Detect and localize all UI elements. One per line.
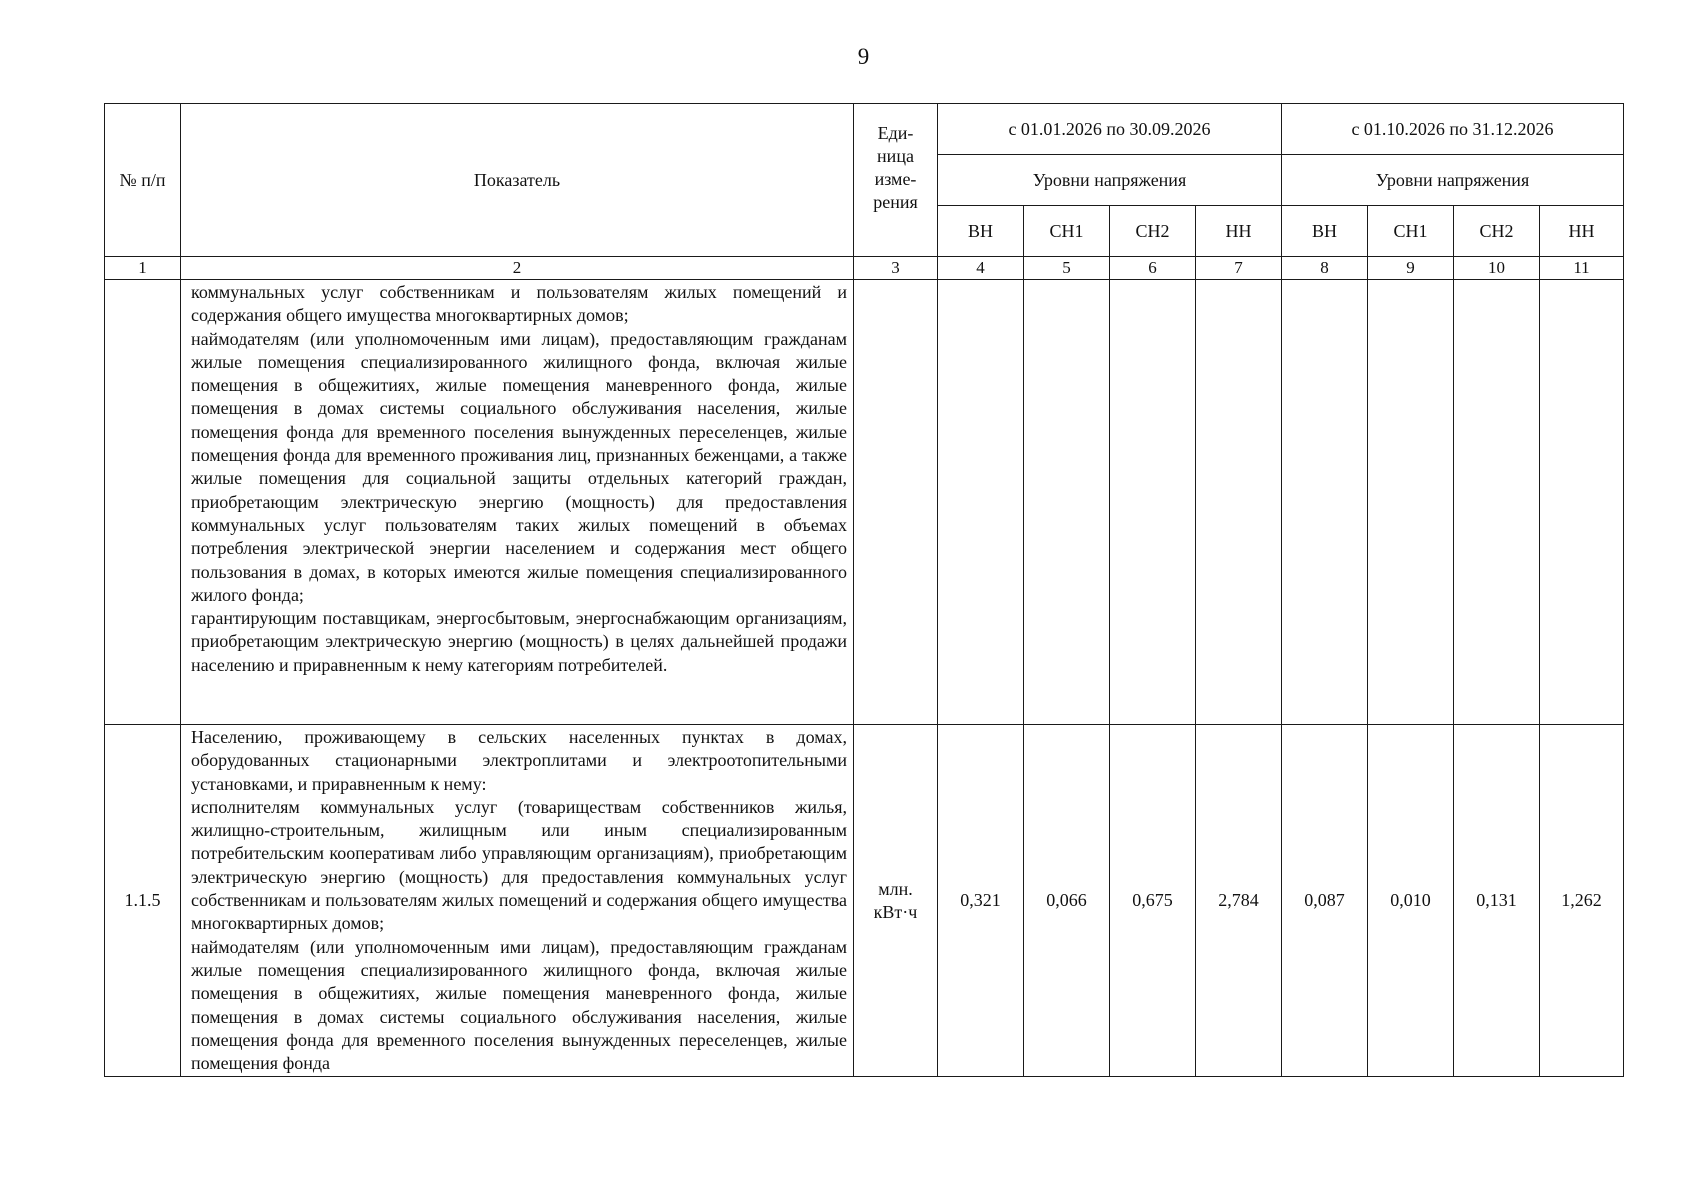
column-number: 3: [854, 257, 938, 280]
value-cell: 0,675: [1110, 725, 1196, 1077]
header-level-sn1: СН1: [1024, 206, 1110, 257]
header-unit-line: рения: [873, 192, 918, 212]
tariff-table: [104, 103, 1624, 1077]
column-number: 10: [1454, 257, 1540, 280]
value-cell: [1454, 280, 1540, 725]
row-unit: [854, 280, 938, 725]
column-number: 5: [1024, 257, 1110, 280]
value-cell: 0,131: [1454, 725, 1540, 1077]
column-number: 11: [1540, 257, 1624, 280]
header-period-2: с 01.10.2026 по 31.12.2026: [1282, 104, 1624, 155]
column-number: 8: [1282, 257, 1368, 280]
value-cell: [1540, 280, 1624, 725]
value-cell: [1196, 280, 1282, 725]
header-level-sn2: СН2: [1454, 206, 1540, 257]
value-cell: [1368, 280, 1454, 725]
column-number: 1: [105, 257, 181, 280]
header-unit-line: Еди-: [877, 123, 914, 143]
indicator-paragraph: гарантирующим поставщикам, энергосбытовым, энергоснабжающим организациям, приобретающим электрическую энергию (мощность) в целях дальнейшей продажи населению и приравненным к нему категориям потребителей.: [191, 608, 847, 675]
row-indicator-text: [181, 280, 854, 725]
header-voltage-levels-2: Уровни напряжения: [1282, 155, 1624, 206]
header-unit-line: ница: [877, 146, 914, 166]
indicator-paragraph: наймодателям (или уполномоченным ими лицам), предоставляющим гражданам жилые помещения специализированного жилищного фонда, включая жилые помещения в общежитиях, жилые помещения маневренного фонда, жилые помещения в домах системы социального обслуживания населения, жилые помещения фонда для временного поселения вынужденных переселенцев, жилые помещения фонда для временного проживания лиц, признанных беженцами, а также жилые помещения для социальной защиты отдельных категорий граждан, приобретающим электрическую энергию (мощность) для предоставления коммунальных услуг пользователям таких жилых помещений в объемах потребления электрической энергии населением и содержания мест общего пользования в домах, в которых имеются жилые помещения специализированного жилого фонда;: [191, 328, 847, 605]
value-cell: [1110, 280, 1196, 725]
table-row: [105, 280, 1624, 725]
column-number: 9: [1368, 257, 1454, 280]
column-number-row: [105, 257, 1624, 280]
header-indicator: Показатель: [181, 104, 854, 257]
value-cell: 0,010: [1368, 725, 1454, 1077]
value-cell: [1282, 280, 1368, 725]
header-period-1: с 01.01.2026 по 30.09.2026: [938, 104, 1282, 155]
header-num: № п/п: [105, 104, 181, 257]
value-cell: 0,087: [1282, 725, 1368, 1077]
indicator-paragraph: Населению, проживающему в сельских населенных пунктах в домах, оборудованных стационарными электроплитами и электроотопительными установками, и приравненным к нему:: [191, 727, 847, 794]
column-number: 6: [1110, 257, 1196, 280]
value-cell: 0,321: [938, 725, 1024, 1077]
indicator-paragraph: коммунальных услуг собственникам и пользователям жилых помещений и содержания общего имущества многоквартирных домов;: [191, 282, 847, 326]
header-level-nn: НН: [1196, 206, 1282, 257]
table-row: [105, 725, 1624, 1077]
value-cell: [938, 280, 1024, 725]
column-number: 2: [181, 257, 854, 280]
value-cell: 0,066: [1024, 725, 1110, 1077]
header-voltage-levels-1: Уровни напряжения: [938, 155, 1282, 206]
row-num: [105, 280, 181, 725]
column-number: 4: [938, 257, 1024, 280]
header-level-vn: ВН: [1282, 206, 1368, 257]
header-unit: [854, 104, 938, 257]
header-level-nn: НН: [1540, 206, 1624, 257]
header-level-sn1: СН1: [1368, 206, 1454, 257]
row-num: 1.1.5: [105, 725, 181, 1077]
header-unit-line: изме-: [874, 169, 917, 189]
header-level-sn2: СН2: [1110, 206, 1196, 257]
indicator-paragraph: исполнителям коммунальных услуг (товариществам собственников жилья, жилищно-строительным, жилищным или иным специализированным потребительским кооперативам либо управляющим организациям), приобретающим электрическую энергию (мощность) для предоставления коммунальных услуг собственникам и пользователям жилых помещений и содержания общего имущества многоквартирных домов;: [191, 796, 847, 934]
indicator-paragraph: наймодателям (или уполномоченным ими лицам), предоставляющим гражданам жилые помещения специализированного жилищного фонда, включая жилые помещения в общежитиях, жилые помещения маневренного фонда, жилые помещения в домах системы социального обслуживания населения, жилые помещения фонда для временного поселения вынужденных переселенцев, жилые помещения фонда: [191, 936, 847, 1074]
header-level-vn: ВН: [938, 206, 1024, 257]
column-number: 7: [1196, 257, 1282, 280]
unit-line: млн.: [878, 878, 913, 899]
row-unit: [854, 725, 938, 1077]
row-indicator-text: [181, 725, 854, 1077]
value-cell: 2,784: [1196, 725, 1282, 1077]
value-cell: [1024, 280, 1110, 725]
page-number: 9: [857, 44, 870, 69]
value-cell: 1,262: [1540, 725, 1624, 1077]
unit-line: кВт·ч: [873, 901, 918, 922]
